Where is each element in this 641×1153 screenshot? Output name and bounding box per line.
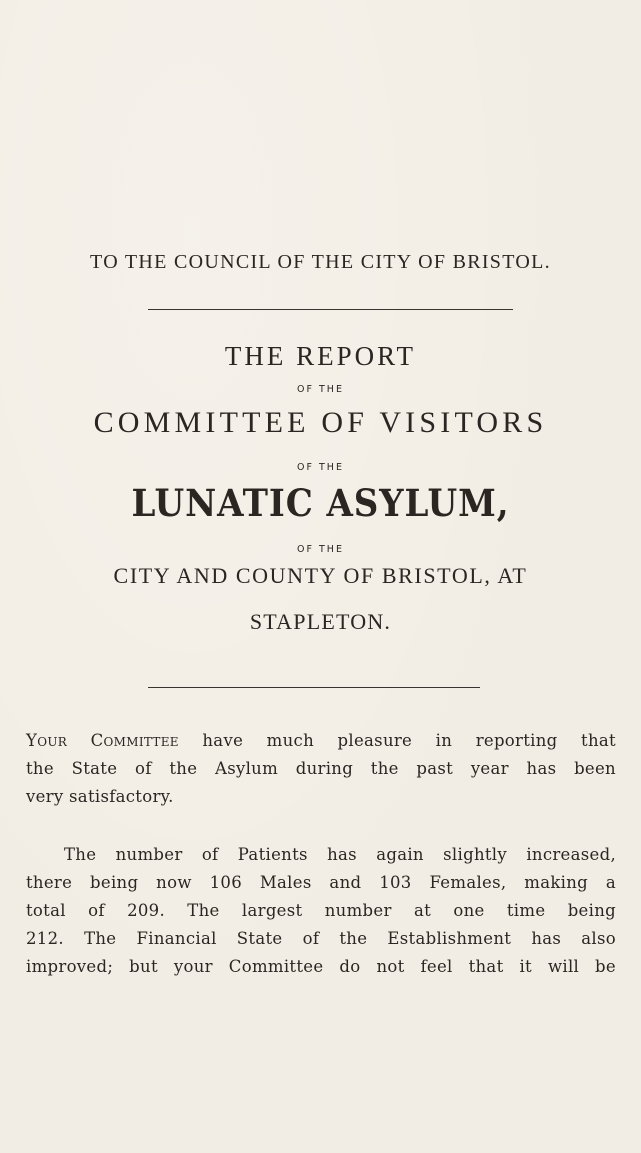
title-of-the-3: OF THE: [297, 544, 344, 555]
title-report: THE REPORT: [224, 341, 417, 371]
paragraph-2-line-1: The number of Patients has again slightly increased,: [64, 845, 616, 864]
paragraph-1-line-1-rest: have much pleasure in reporting that: [178, 731, 616, 750]
paragraph-1: [26, 727, 616, 811]
paragraph-2: [26, 841, 616, 981]
paragraph-1-line-2: the State of the Asylum during the past year has been: [26, 759, 616, 778]
middle-divider: [148, 687, 480, 688]
top-divider: [148, 309, 513, 310]
paragraph-1-line-3: very satisfactory.: [26, 787, 174, 806]
address-heading: TO THE COUNCIL OF THE CITY OF BRISTOL.: [90, 251, 551, 273]
paragraph-1-lead: Your Committee: [26, 731, 179, 750]
paragraph-2-line-5: improved; but your Committee do not feel that it will be: [26, 957, 616, 976]
title-city-and-county: CITY AND COUNTY OF BRISTOL, AT: [113, 563, 528, 588]
paragraph-2-line-3: total of 209. The largest number at one time being: [26, 901, 616, 920]
title-committee-of-visitors: COMMITTEE OF VISITORS: [93, 406, 548, 439]
title-of-the-1: OF THE: [297, 384, 344, 395]
paragraph-2-line-2: there being now 106 Males and 103 Females, making a: [26, 873, 616, 892]
paragraph-2-line-4: 212. The Financial State of the Establishment has also: [26, 929, 616, 948]
title-of-the-2: OF THE: [297, 462, 344, 473]
title-stapleton: STAPLETON.: [249, 609, 392, 634]
paragraph-1-line-1: [26, 727, 616, 755]
title-lunatic-asylum: LUNATIC ASYLUM,: [131, 481, 510, 525]
